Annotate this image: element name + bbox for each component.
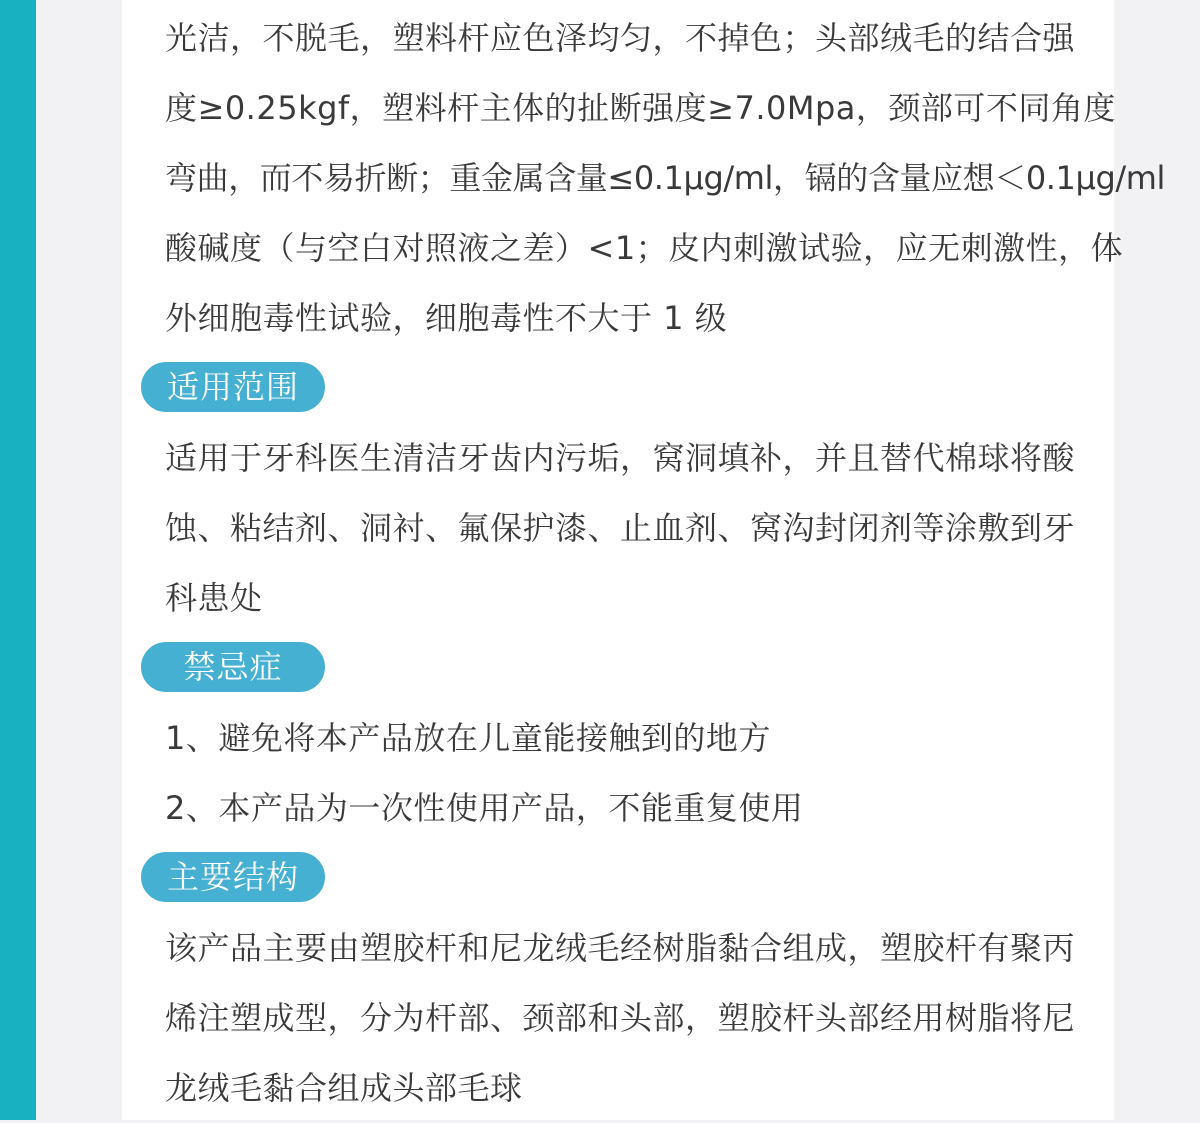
structure-paragraph [165, 913, 1115, 1123]
structure-line: 该产品主要由塑胶杆和尼龙绒毛经树脂黏合组成，塑胶杆有聚丙 [165, 929, 1076, 967]
spec-line: 外细胞毒性试验，细胞毒性不大于 1 级 [165, 299, 728, 337]
list-item: 2、本产品为一次性使用产品，不能重复使用 [165, 789, 804, 827]
structure-line: 龙绒毛黏合组成头部毛球 [165, 1069, 523, 1107]
section-heading-contraindications: 禁忌症 [141, 642, 325, 692]
spec-line: 光洁，不脱毛，塑料杆应色泽均匀，不掉色；头部绒毛的结合强 [165, 19, 1076, 57]
spec-line: 度≥0.25kgf，塑料杆主体的扯断强度≥7.0Mpa，颈部可不同角度 [165, 89, 1116, 127]
spec-line: 酸碱度（与空白对照液之差）<1；皮内刺激试验，应无刺激性，体 [165, 229, 1124, 267]
spec-line: 弯曲，而不易折断；重金属含量≤0.1μg/ml，镉的含量应想＜0.1μg/ml [165, 159, 1166, 197]
scope-paragraph [165, 423, 1115, 633]
contraindications-list [165, 703, 1115, 843]
scope-line: 适用于牙科医生清洁牙齿内污垢，窝洞填补，并且替代棉球将酸 [165, 439, 1076, 477]
scope-line: 蚀、粘结剂、洞衬、氟保护漆、止血剂、窝沟封闭剂等涂敷到牙 [165, 509, 1076, 547]
spec-paragraph [165, 3, 1166, 353]
list-item: 1、避免将本产品放在儿童能接触到的地方 [165, 719, 771, 757]
left-accent-bar [0, 0, 36, 1120]
section-heading-structure: 主要结构 [141, 852, 325, 902]
section-heading-scope: 适用范围 [141, 362, 325, 412]
structure-line: 烯注塑成型，分为杆部、颈部和头部，塑胶杆头部经用树脂将尼 [165, 999, 1076, 1037]
scope-line: 科患处 [165, 579, 263, 617]
